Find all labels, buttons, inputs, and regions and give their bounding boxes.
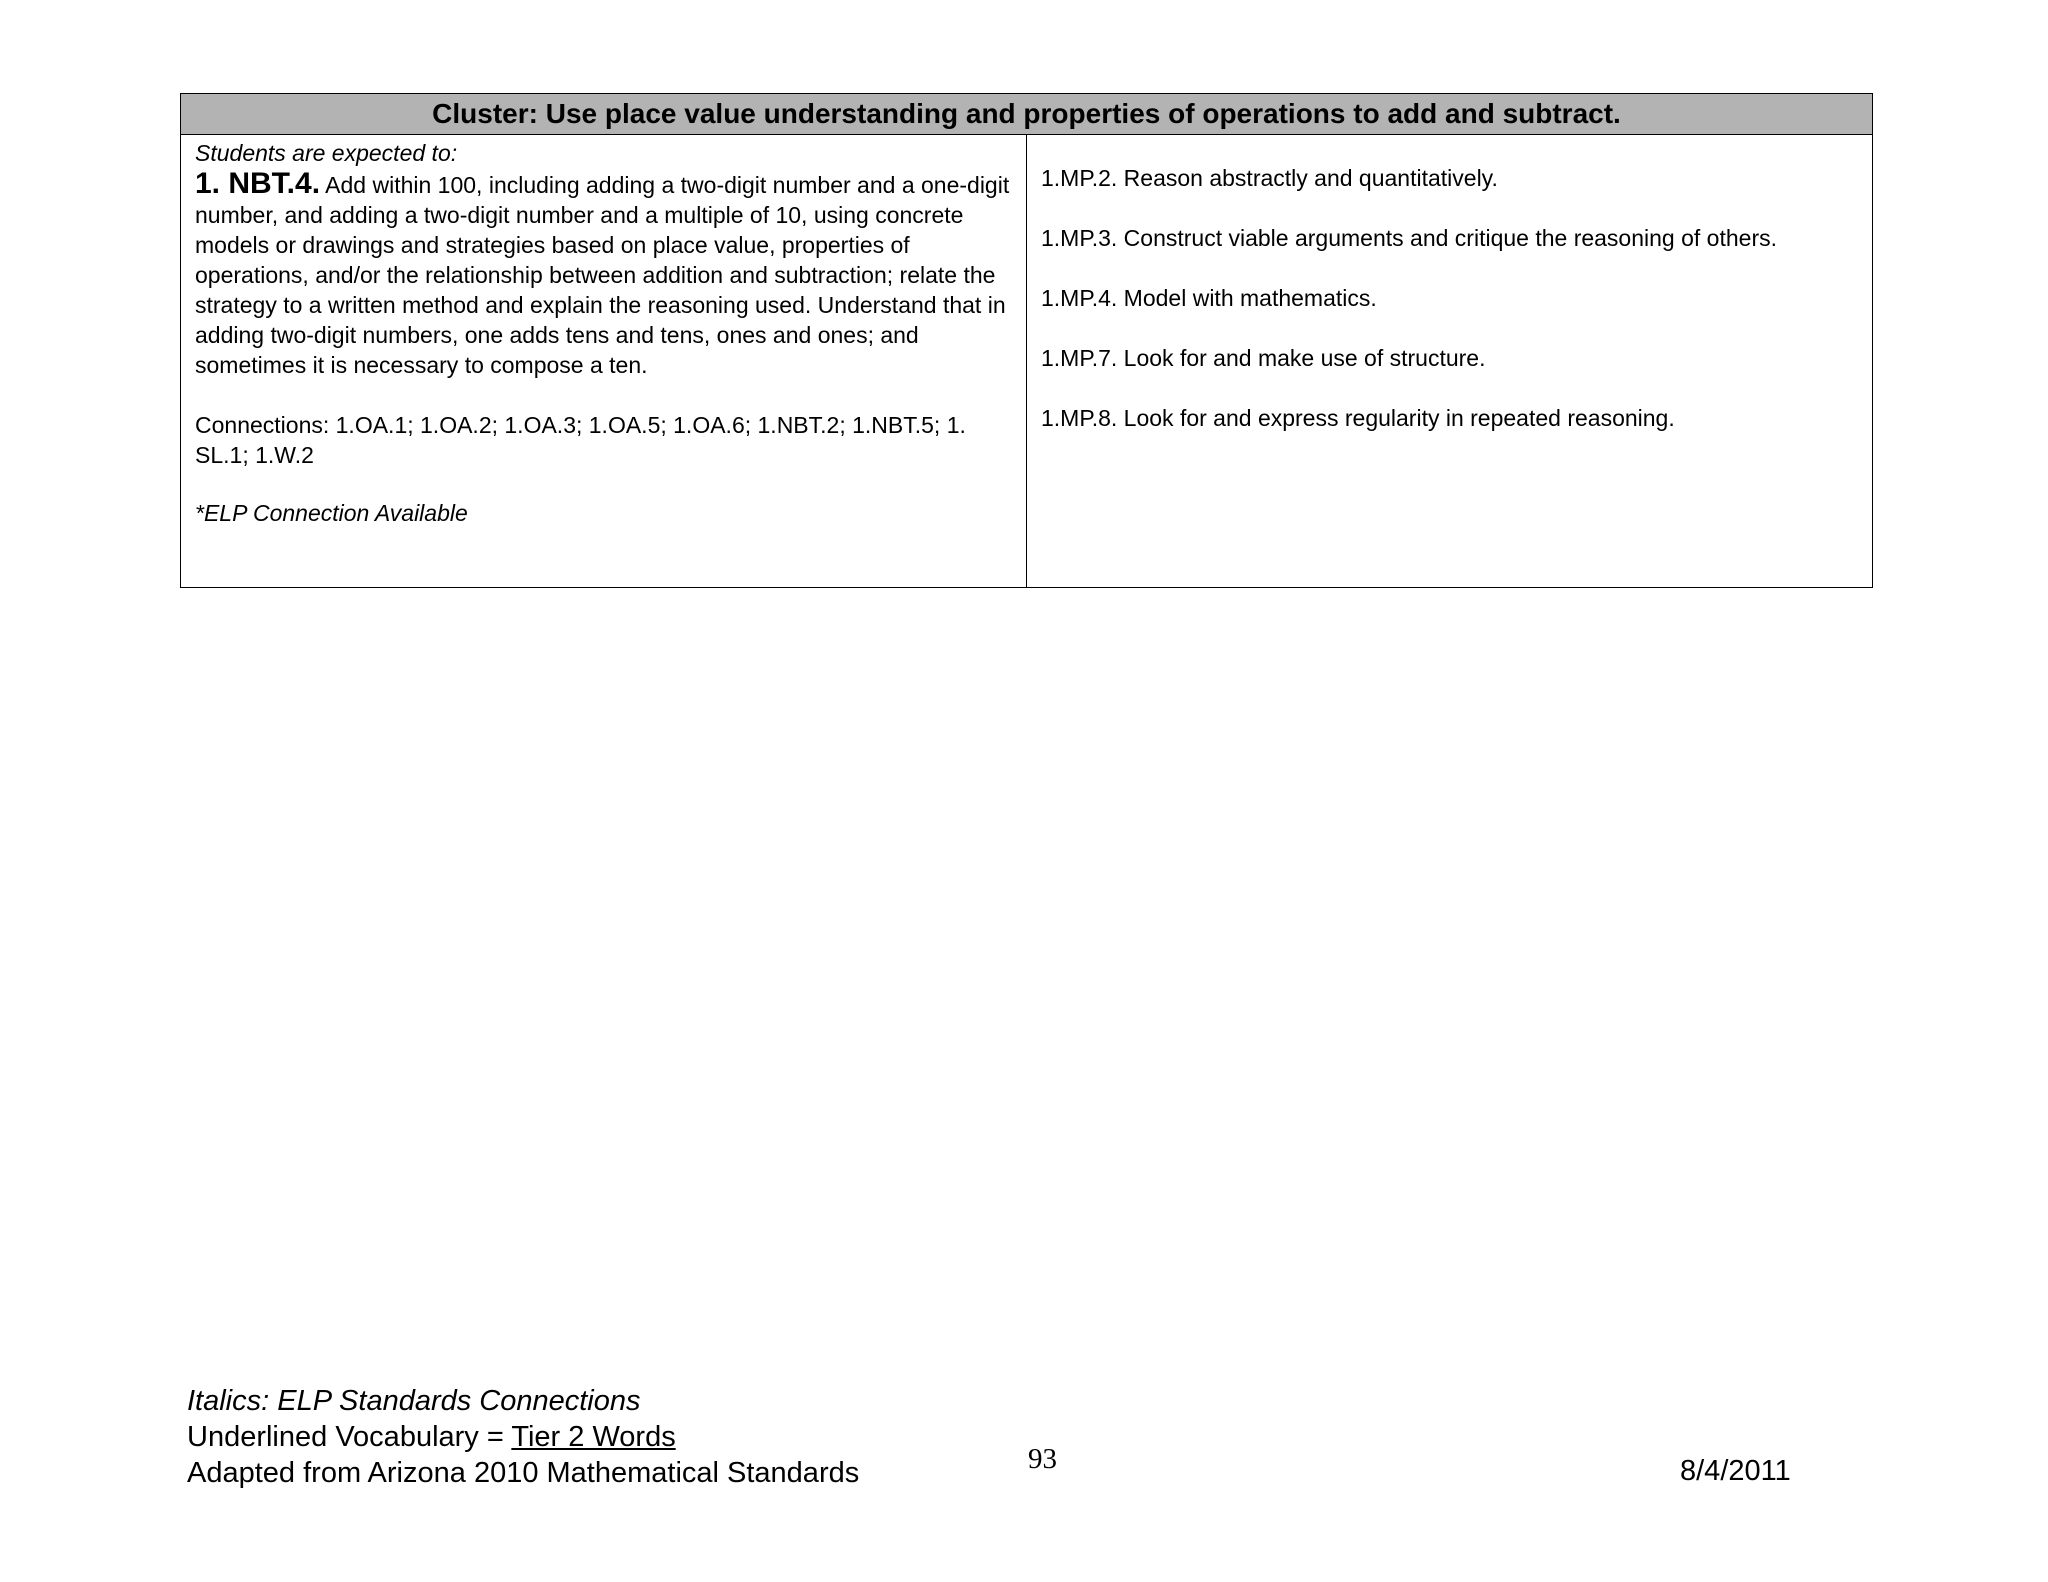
standard-text: Add within 100, including adding a two-digit number and a one-digit number, and adding a two-digit number and a multiple of 10, using concrete models or drawings and strategies based on place value, properties of operations, and/or the relationship between addition and subtraction; relate the strategy to a written method and explain the reasoning used. Understand that in adding two-digit numbers, one adds tens and tens, ones and ones; and sometimes it is necessary to compose a ten. bbox=[195, 172, 1010, 378]
underline-legend-prefix: Underlined Vocabulary = bbox=[187, 1421, 512, 1453]
standard-description bbox=[195, 169, 1012, 380]
elp-connection-note: *ELP Connection Available bbox=[195, 500, 468, 526]
practices-cell bbox=[1027, 135, 1872, 587]
footer-date: 8/4/2011 bbox=[1680, 1455, 1791, 1487]
practice-item: 1.MP.7. Look for and make use of structure. bbox=[1041, 345, 1486, 371]
underline-legend bbox=[187, 1419, 859, 1455]
standards-table bbox=[180, 93, 1873, 588]
table-body bbox=[181, 135, 1872, 587]
connections-text: Connections: 1.OA.1; 1.OA.2; 1.OA.3; 1.OA.5; 1.OA.6; 1.NBT.2; 1.NBT.5; 1. SL.1; 1.W.2 bbox=[195, 412, 966, 468]
standard-cell bbox=[181, 135, 1027, 587]
italics-legend: Italics: ELP Standards Connections bbox=[187, 1385, 641, 1417]
practice-item: 1.MP.8. Look for and express regularity in repeated reasoning. bbox=[1041, 405, 1675, 431]
expectation-label: Students are expected to: bbox=[195, 140, 458, 166]
source-note: Adapted from Arizona 2010 Mathematical Standards bbox=[187, 1457, 860, 1489]
practice-item: 1.MP.3. Construct viable arguments and critique the reasoning of others. bbox=[1041, 225, 1777, 251]
standard-code: 1. NBT.4. bbox=[195, 167, 321, 200]
footer-legend bbox=[187, 1383, 859, 1491]
cluster-title: Cluster: Use place value understanding and properties of operations to add and subtract. bbox=[181, 94, 1872, 135]
practice-item: 1.MP.2. Reason abstractly and quantitatively. bbox=[1041, 165, 1498, 191]
underline-legend-example: Tier 2 Words bbox=[511, 1421, 676, 1453]
page-number: 93 bbox=[1028, 1443, 1057, 1475]
practice-item: 1.MP.4. Model with mathematics. bbox=[1041, 285, 1377, 311]
